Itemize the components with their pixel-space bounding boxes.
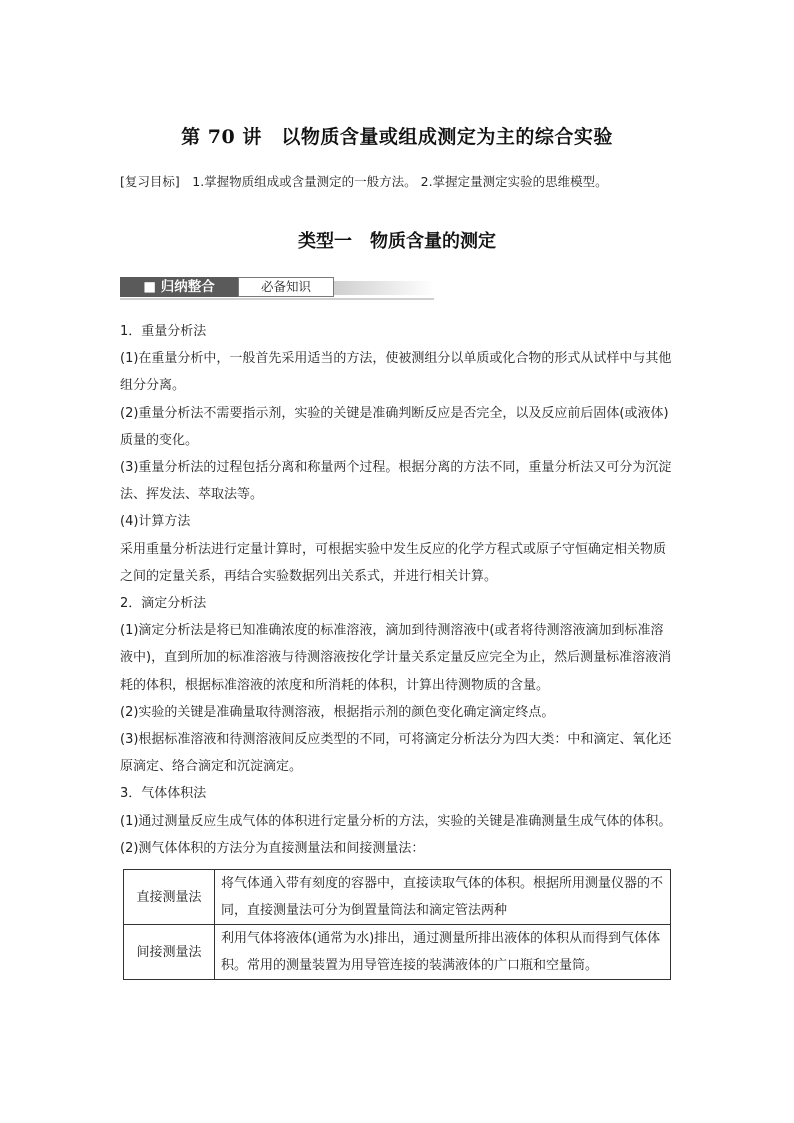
- table-cell-method-desc: 将气体通入带有刻度的容器中，直接读取气体的体积。根据所用测量仪器的不同，直接测量法可分为倒置量筒法和滴定管法两种: [215, 870, 671, 925]
- review-objectives: [复习目标] 1.掌握物质组成或含量测定的一般方法。 2.掌握定量测定实验的思维模型。: [120, 174, 608, 189]
- paragraph: (1)滴定分析法是将已知准确浓度的标准溶液，滴加到待测溶液中(或者将待测溶液滴加到标准溶液中)，直到所加的标准溶液与待测溶液按化学计量关系定量反应完全为止，然后测量标准溶液消耗的体积，根据标准溶液的浓度和所消耗的体积，计算出待测物质的含量。: [120, 623, 672, 693]
- table-cell-method-name: 直接测量法: [124, 870, 215, 925]
- paragraph: (3)根据标准溶液和待测溶液间反应类型的不同，可将滴定分析法分为四大类：中和滴定、氧化还原滴定、络合滴定和沉淀滴定。: [120, 732, 672, 775]
- table-row: [124, 925, 671, 980]
- banner-right-label: 必备知识: [238, 277, 334, 297]
- table-cell-method-desc: 利用气体将液体(通常为水)排出，通过测量所排出液体的体积从而得到气体体积。常用的测量装置为用导管连接的装满液体的广口瓶和空量筒。: [215, 925, 671, 980]
- paragraph: (1)在重量分析中，一般首先采用适当的方法，使被测组分以单质或化合物的形式从试样中与其他组分分离。: [120, 351, 672, 394]
- paragraph: (2)重量分析法不需要指示剂，实验的关键是准确判断反应是否完全，以及反应前后固体(或液体)质量的变化。: [120, 405, 669, 448]
- section-banner: [120, 277, 434, 301]
- paragraph: (1)通过测量反应生成气体的体积进行定量分析的方法，实验的关键是准确测量生成气体的体积。: [120, 813, 672, 829]
- table-row: [124, 870, 671, 925]
- banner-left-label: ■ 归纳整合: [120, 277, 238, 297]
- banner-underline: [120, 298, 434, 300]
- paragraph: (3)重量分析法的过程包括分离和称量两个过程。根据分离的方法不同，重量分析法又可分为沉淀法、挥发法、萃取法等。: [120, 460, 672, 503]
- heading-gravimetric: 1．重量分析法: [120, 324, 207, 339]
- paragraph: (4)计算方法: [120, 514, 191, 530]
- paragraph: (2)测气体体积的方法分为直接测量法和间接测量法：: [120, 840, 425, 856]
- banner-fade-decoration: [334, 281, 434, 295]
- paragraph: (2)实验的关键是准确量取待测溶液，根据指示剂的颜色变化确定滴定终点。: [120, 704, 555, 720]
- section-title: 类型一 物质含量的测定: [298, 231, 496, 252]
- lecture-title: 第 70 讲 以物质含量或组成测定为主的综合实验: [181, 126, 613, 148]
- heading-titration: 2．滴定分析法: [120, 596, 207, 612]
- gas-measurement-methods-table: [123, 869, 671, 980]
- main-content: [120, 318, 676, 980]
- paragraph: 采用重量分析法进行定量计算时，可根据实验中发生反应的化学方程式或原子守恒确定相关物质之间的定量关系，再结合实验数据列出关系式，并进行相关计算。: [120, 541, 667, 584]
- heading-gas-volume: 3．气体体积法: [120, 786, 207, 802]
- table-cell-method-name: 间接测量法: [124, 925, 215, 980]
